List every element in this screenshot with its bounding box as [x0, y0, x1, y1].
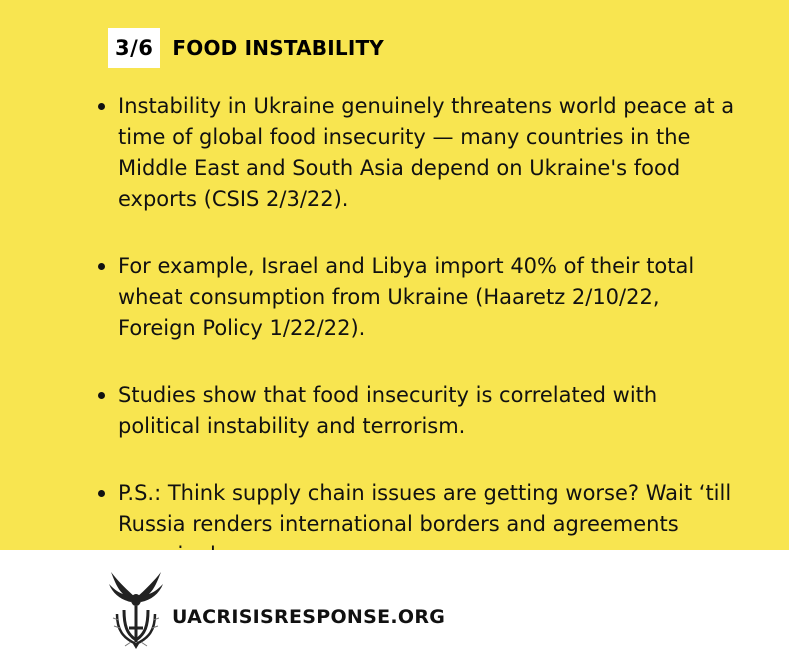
- bullet-item: [98, 380, 738, 442]
- slide-title: FOOD INSTABILITY: [172, 36, 384, 60]
- bullet-dot-icon: [98, 490, 105, 497]
- bullet-list: [98, 91, 738, 607]
- slide-header: [108, 28, 384, 68]
- website-link[interactable]: UACRISISRESPONSE.ORG: [172, 606, 446, 628]
- trident-dove-logo-icon: [105, 570, 167, 650]
- bullet-dot-icon: [98, 392, 105, 399]
- bullet-item: [98, 91, 738, 215]
- bullet-text: For example, Israel and Libya import 40% of their total wheat consumption from Ukraine (Haaretz 2/10/22, Foreign Policy 1/22/22).: [118, 254, 695, 340]
- bullet-dot-icon: [98, 103, 105, 110]
- slide-counter: 3/6: [108, 28, 160, 68]
- footer: [0, 550, 789, 662]
- bullet-dot-icon: [98, 263, 105, 270]
- bullet-text: Instability in Ukraine genuinely threatens world peace at a time of global food insecurity — many countries in the Middle East and South Asia depend on Ukraine's food exports (CSIS 2/3/22).: [118, 94, 735, 211]
- bullet-text: P.S.: Think supply chain issues are getting worse? Wait ‘till Russia renders international borders and agreements: [118, 481, 732, 536]
- bullet-text: Studies show that food insecurity is correlated with political instability and terrorism.: [118, 383, 658, 438]
- bullet-item: [98, 251, 738, 344]
